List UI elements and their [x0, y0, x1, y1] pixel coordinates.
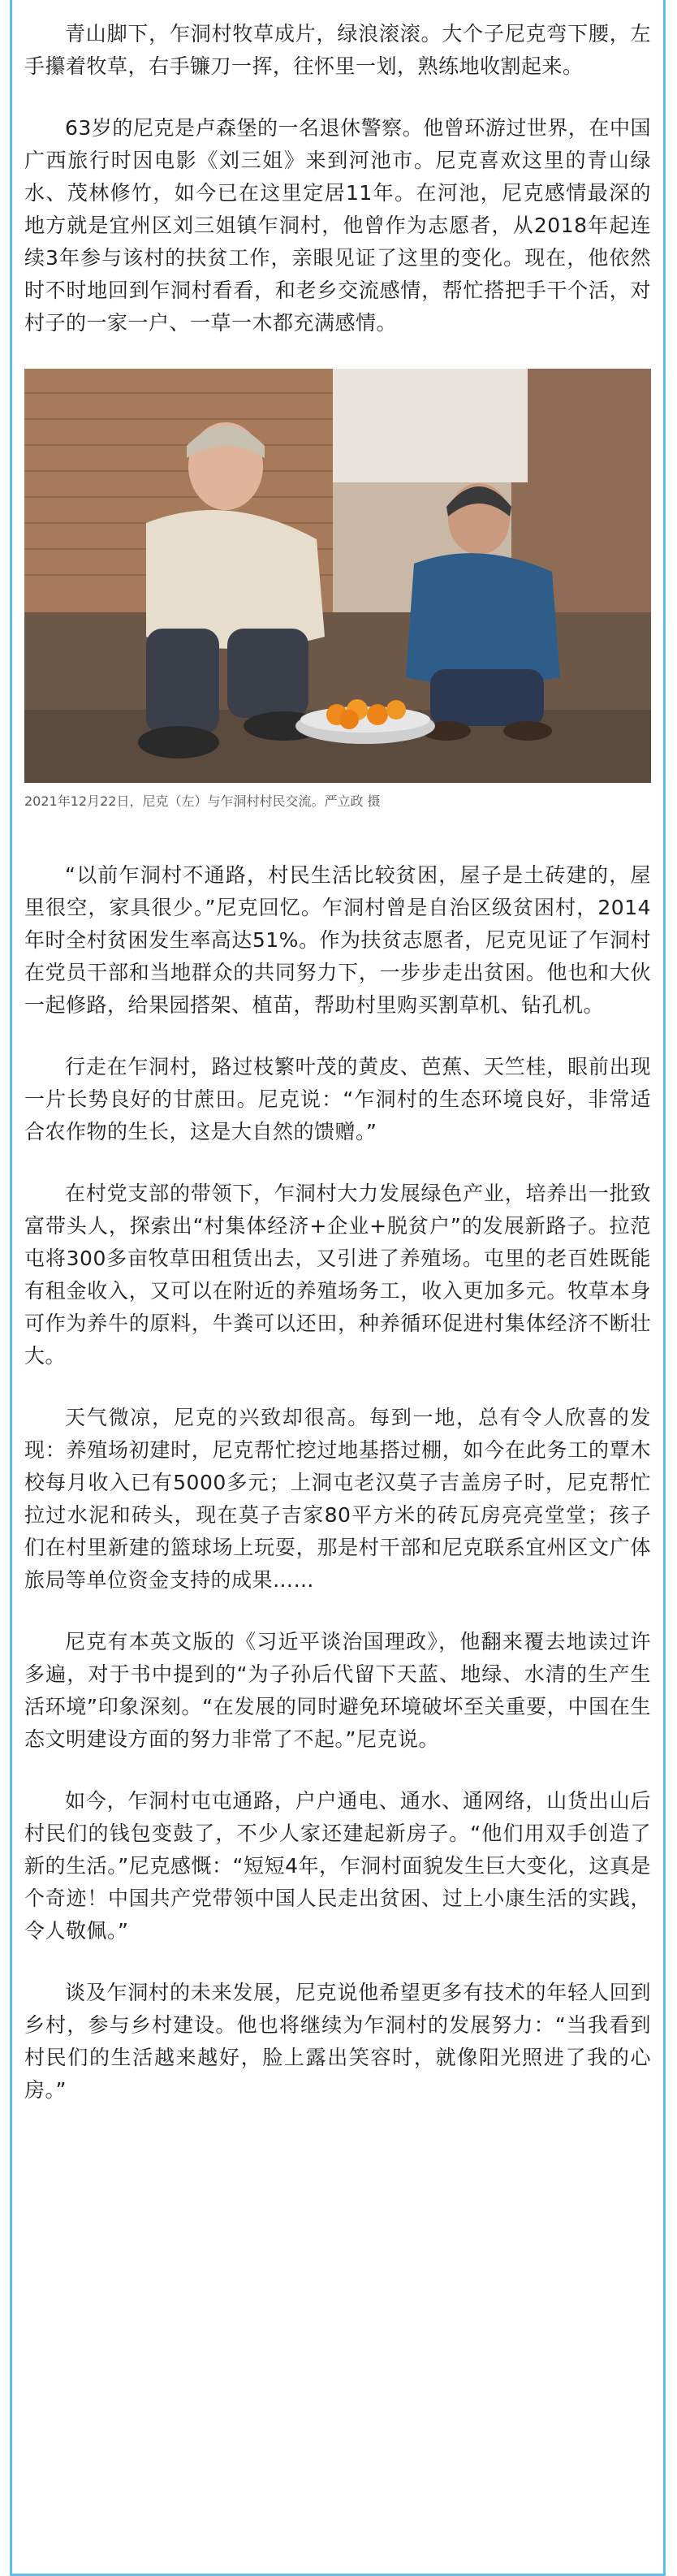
paragraph: 青山脚下，乍洞村牧草成片，绿浪滚滚。大个子尼克弯下腰，左手攥着牧草，右手镰刀一挥，往怀里一划，熟练地收割起来。: [24, 22, 651, 78]
paragraph: 如今，乍洞村屯屯通路，户户通电、通水、通网络，山货出山后村民们的钱包变鼓了，不少人家还建起新房子。“他们用双手创造了新的生活。”尼克感慨：“短短4年，乍洞村面貌发生巨大变化，这真是个奇迹！中国共产党带领中国人民走出贫困、过上小康生活的实践，令人敬佩。”: [24, 1789, 651, 1943]
article-body: [24, 18, 651, 2136]
paragraph: 尼克有本英文版的《习近平谈治国理政》，他翻来覆去地读过许多遍，对于书中提到的“为子孙后代留下天蓝、地绿、水清的生产生活环境”印象深刻。“在发展的同时避免环境破坏至关重要，中国在生态文明建设方面的努力非常了不起。”尼克说。: [24, 1630, 651, 1751]
paragraph: 在村党支部的带领下，乍洞村大力发展绿色产业，培养出一批致富带头人，探索出“村集体经济+企业+脱贫户”的发展新路子。拉范屯将300多亩牧草田租赁出去，又引进了养殖场。屯里的老百姓既能有租金收入，又可以在附近的养殖场务工，收入更加多元。牧草本身可作为养牛的原料，牛粪可以还田，种养循环促进村集体经济不断壮大。: [24, 1182, 651, 1368]
photo-illustration: [24, 369, 651, 783]
article-photo: [24, 369, 651, 783]
paragraph: 谈及乍洞村的未来发展，尼克说他希望更多有技术的年轻人回到乡村，参与乡村建设。他也将继续为乍洞村的发展努力：“当我看到村民们的生活越来越好，脸上露出笑容时，就像阳光照进了我的心房。”: [24, 1981, 651, 2102]
paragraph: 天气微凉，尼克的兴致却很高。每到一地，总有令人欣喜的发现：养殖场初建时，尼克帮忙挖过地基搭过棚，如今在此务工的覃木校每月收入已有5000多元；上洞屯老汉莫子吉盖房子时，尼克帮忙拉过水泥和砖头，现在莫子吉家80平方米的砖瓦房亮亮堂堂；孩子们在村里新建的篮球场上玩耍，那是村干部和尼克联系宜州区文广体旅局等单位资金支持的成果……: [24, 1406, 651, 1592]
paragraph: “以前乍洞村不通路，村民生活比较贫困，屋子是土砖建的，屋里很空，家具很少。”尼克回忆。乍洞村曾是自治区级贫困村，2014年时全村贫困发生率高达51%。作为扶贫志愿者，尼克见证了乍洞村在党员干部和当地群众的共同努力下，一步步走出贫困。他也和大伙一起修路，给果园搭架、植苗，帮助村里购买割草机、钻孔机。: [24, 863, 651, 1017]
paragraph: 行走在乍洞村，路过枝繁叶茂的黄皮、芭蕉、天竺桂，眼前出现一片长势良好的甘蔗田。尼克说：“乍洞村的生态环境良好，非常适合农作物的生长，这是大自然的馈赠。”: [24, 1055, 651, 1143]
photo-caption: 2021年12月22日，尼克（左）与乍洞村村民交流。严立政 摄: [24, 793, 381, 809]
paragraph: 63岁的尼克是卢森堡的一名退休警察。他曾环游过世界，在中国广西旅行时因电影《刘三姐》来到河池市。尼克喜欢这里的青山绿水、茂林修竹，如今已在这里定居11年。在河池，尼克感情最深的地方就是宜州区刘三姐镇乍洞村，他曾作为志愿者，从2018年起连续3年参与该村的扶贫工作，亲眼见证了这里的变化。现在，他依然时不时地回到乍洞村看看，和老乡交流感情，帮忙搭把手干个活，对村子的一家一户、一草一木都充满感情。: [24, 116, 651, 335]
